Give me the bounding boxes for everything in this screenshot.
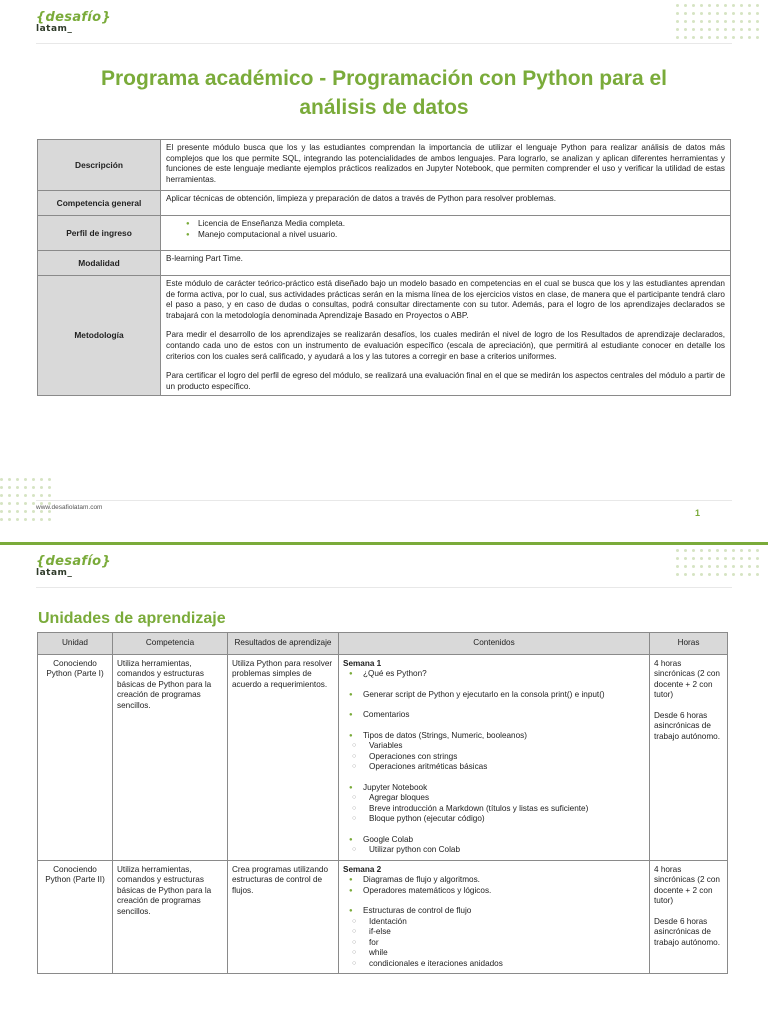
cell-contenidos [339, 860, 650, 974]
row-descripcion [38, 140, 731, 191]
cell-unidad: Conociendo Python (Parte I) [38, 654, 113, 860]
hours-async: Desde 6 horas asincrónicas de trabajo autónomo. [654, 710, 720, 741]
value-competencia: Aplicar técnicas de obtención, limpieza y preparación de datos a través de Python para resolver problemas. [161, 191, 731, 216]
paragraph: Este módulo de carácter teórico-práctico está diseñado bajo un modelo basado en competencias en el cual se busca que los y las estudiantes aprendan de forma activa, por lo cual, sus actividades prácticas serán en la misma línea de los ejercicios vistos en clase, de manera que el participante tendrá claro el paso a paso, y en caso de dudas o consultas, podrá consultar directamente con su tutor. Además, para el logro de los aprendizajes declarados se trabajará con la metodología denominada Aprendizaje Basado en Proyectos o ABP. [166, 279, 725, 320]
list-item: ● Estructuras de control de flujo [343, 906, 645, 917]
header-contenidos: Contenidos [339, 633, 650, 655]
section-heading: Unidades de aprendizaje [38, 610, 226, 627]
footer-divider [36, 500, 732, 501]
paragraph: Para medir el desarrollo de los aprendizajes se realizarán desafíos, los cuales medirán el nivel de logro de los Resultados de aprendizaje declarados, contando cada uno de estos con un instrumento de evaluación específico (escala de apreciación), que permitirá al estudiante conocer en detalle los criterios con los cuales será calificado, y ayudará a los y las tutores a corregir en base a criterios uniformes. [166, 330, 725, 361]
footer-url[interactable]: www.desafiolatam.com [36, 504, 103, 511]
cell-horas [650, 654, 728, 860]
value-perfil [161, 216, 731, 251]
header-divider [36, 43, 732, 44]
table-row [38, 860, 728, 974]
sub-list-item: ○ Identación [343, 917, 645, 928]
hours-sync: 4 horas sincrónicas (2 con docente + 2 con tutor) [654, 658, 720, 699]
week-label: Semana 2 [343, 864, 382, 874]
row-metodologia [38, 276, 731, 396]
list-item: ● ¿Qué es Python? [343, 669, 645, 680]
value-modalidad: B-learning Part Time. [161, 251, 731, 276]
cell-contenidos [339, 654, 650, 860]
label-modalidad: Modalidad [38, 251, 161, 276]
cell-competencia: Utiliza herramientas, comandos y estructuras básicas de Python para la creación de programas sencillos. [113, 860, 228, 974]
desafio-latam-logo: {desafío} latam_ [36, 554, 111, 578]
cell-resultados: Crea programas utilizando estructuras de control de flujos. [228, 860, 339, 974]
cell-competencia: Utiliza herramientas, comandos y estructuras básicas de Python para la creación de programas sencillos. [113, 654, 228, 860]
table-row [38, 654, 728, 860]
header-horas: Horas [650, 633, 728, 655]
hours-sync: 4 horas sincrónicas (2 con docente + 2 con tutor) [654, 864, 720, 905]
list-item: ● Tipos de datos (Strings, Numeric, booleanos) [343, 731, 645, 742]
sub-list-item: ○ Variables [343, 741, 645, 752]
row-modalidad [38, 251, 731, 276]
label-descripcion: Descripción [38, 140, 161, 191]
cell-horas [650, 860, 728, 974]
program-table [37, 139, 731, 396]
header-row [38, 633, 728, 655]
value-metodologia [161, 276, 731, 396]
sub-list-item: ○ Breve introducción a Markdown (títulos y listas es suficiente) [343, 804, 645, 815]
label-competencia: Competencia general [38, 191, 161, 216]
sub-list-item: ○ Operaciones con strings [343, 752, 645, 763]
week-label: Semana 1 [343, 658, 382, 668]
label-metodologia: Metodología [38, 276, 161, 396]
sub-list-item: ○ condicionales e iteraciones anidados [343, 959, 645, 970]
list-item: ● Comentarios [343, 710, 645, 721]
value-descripcion: El presente módulo busca que los y las estudiantes comprendan la importancia de utilizar el lenguaje Python para realizar análisis de datos más complejos que los que permite SQL, integrando las potencialidades de ambos lenguajes. Para lograrlo, se analizan y aplican diferentes herramientas y funciones de este lenguaje mediante ejemplos prácticos realizados en Jupyter Notebook, que permiten comprender el uso y verificar la utilidad de estas herramientas. [161, 140, 731, 191]
desafio-latam-logo: {desafío} latam_ [36, 10, 111, 34]
header-resultados: Resultados de aprendizaje [228, 633, 339, 655]
row-competencia [38, 191, 731, 216]
sub-list-item: ○ Bloque python (ejecutar código) [343, 814, 645, 825]
sub-list-item: ○ for [343, 938, 645, 949]
cell-resultados: Utiliza Python para resolver problemas simples de acuerdo a requerimientos. [228, 654, 339, 860]
header-unidad: Unidad [38, 633, 113, 655]
page-2 [0, 545, 768, 1024]
label-perfil: Perfil de ingreso [38, 216, 161, 251]
cell-unidad: Conociendo Python (Parte II) [38, 860, 113, 974]
list-item: ● Manejo computacional a nivel usuario. [166, 230, 725, 241]
list-item: ● Generar script de Python y ejecutarlo en la consola print() e input() [343, 690, 645, 701]
row-perfil [38, 216, 731, 251]
units-table [37, 632, 728, 974]
page-title: Programa académico - Programación con Python para el análisis de datos [100, 67, 667, 119]
sub-list-item: ○ Operaciones aritméticas básicas [343, 762, 645, 773]
header-competencia: Competencia [113, 633, 228, 655]
list-item: ● Licencia de Enseñanza Media completa. [166, 219, 725, 230]
paragraph: Para certificar el logro del perfil de egreso del módulo, se realizará una evaluación final en el que se medirán los aspectos centrales del módulo a partir de un producto específico. [166, 371, 725, 391]
header-divider [36, 587, 732, 588]
list-item: ● Operadores matemáticos y lógicos. [343, 886, 645, 897]
hours-async: Desde 6 horas asincrónicas de trabajo autónomo. [654, 916, 720, 947]
sub-list-item: ○ while [343, 948, 645, 959]
sub-list-item: ○ Agregar bloques [343, 793, 645, 804]
list-item: ● Google Colab [343, 835, 645, 846]
sub-list-item: ○ Utilizar python con Colab [343, 845, 645, 856]
page-number: 1 [695, 508, 701, 518]
list-item: ● Diagramas de flujo y algoritmos. [343, 875, 645, 886]
sub-list-item: ○ if-else [343, 927, 645, 938]
list-item: ● Jupyter Notebook [343, 783, 645, 794]
